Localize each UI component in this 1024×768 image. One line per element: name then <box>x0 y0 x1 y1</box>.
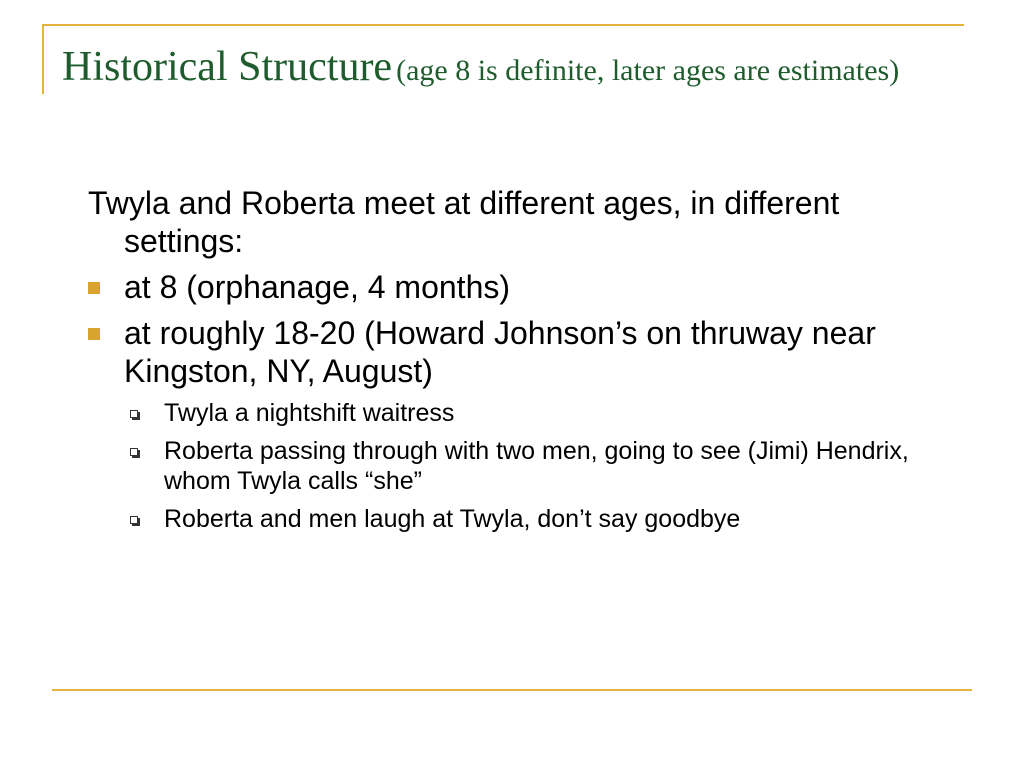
bullet-text: at roughly 18-20 (Howard Johnson’s on thruway near Kingston, NY, August) <box>124 315 876 389</box>
intro-text: Twyla and Roberta meet at different ages, in different settings: <box>88 185 840 259</box>
hollow-square-bullet-icon <box>130 516 138 524</box>
title-subtitle: (age 8 is definite, later ages are estimates) <box>396 54 900 87</box>
sub-bullet-text: Roberta and men laugh at Twyla, don’t say goodbye <box>164 505 741 533</box>
hollow-square-bullet-icon <box>130 448 138 456</box>
bullet-text: at 8 (orphanage, 4 months) <box>124 269 511 305</box>
title-main: Historical Structure <box>62 44 393 90</box>
left-rule <box>42 24 44 94</box>
bullet-item <box>88 268 948 306</box>
square-bullet-icon <box>88 328 100 340</box>
sub-bullet-text: Roberta passing through with two men, going to see (Jimi) Hendrix, whom Twyla calls “she” <box>164 437 909 495</box>
top-rule <box>42 24 964 26</box>
slide-title <box>62 42 962 93</box>
bullet-item <box>88 314 948 390</box>
bottom-rule <box>52 689 972 691</box>
sub-bullet-item <box>88 504 948 534</box>
hollow-square-bullet-icon <box>130 410 138 418</box>
slide-body <box>88 184 948 542</box>
sub-bullet-item <box>88 436 948 496</box>
square-bullet-icon <box>88 282 100 294</box>
sub-bullet-text: Twyla a nightshift waitress <box>164 399 455 427</box>
sub-bullet-item <box>88 398 948 428</box>
